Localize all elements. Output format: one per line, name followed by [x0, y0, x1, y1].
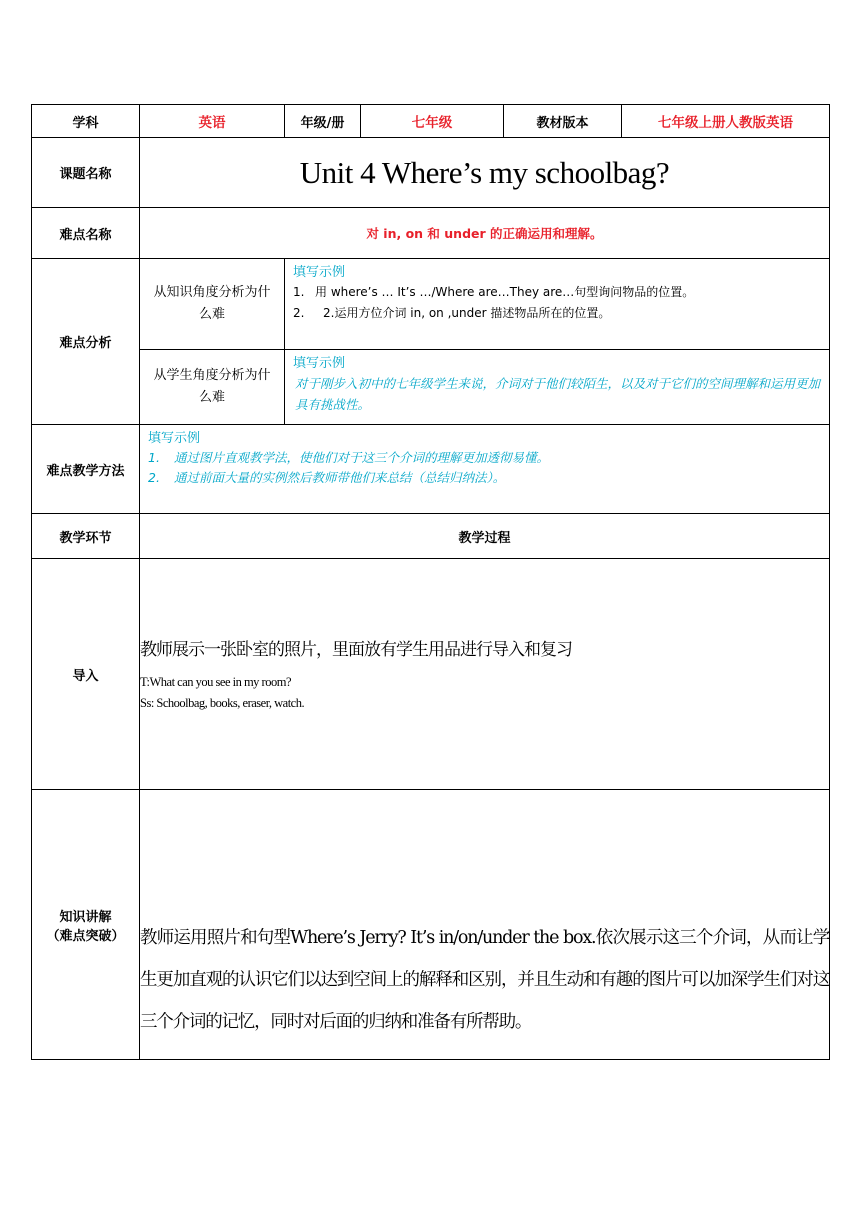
- lesson-label: 课题名称: [32, 138, 140, 208]
- stage-label: 教学环节: [32, 514, 140, 559]
- list-number: 2.: [148, 470, 160, 485]
- method-example-label: 填写示例: [148, 431, 201, 446]
- grade-label: 年级/册: [285, 105, 361, 138]
- intro-row: [32, 559, 830, 790]
- method-content: [140, 425, 830, 514]
- process-label: 教学过程: [140, 514, 830, 559]
- lesson-title: Unit 4 Where’s my schoolbag?: [140, 138, 830, 208]
- list-number: 1.: [148, 450, 160, 465]
- method-row: [32, 425, 830, 514]
- knowledge-angle-text: 从知识角度分析为什么难: [153, 285, 271, 322]
- intro-answer: Ss: Schoolbag, books, eraser, watch.: [140, 695, 305, 710]
- student-analysis-text: 对于刚步入初中的七年级学生来说，介词对于他们较陌生，以及对于它们的空间理解和运用更加具有挑战性。: [295, 376, 821, 412]
- method-label: 难点教学方法: [32, 425, 140, 514]
- process-header-row: [32, 514, 830, 559]
- knowledge-angle-content: [285, 259, 830, 350]
- difficulty-row: [32, 208, 830, 259]
- lesson-title-row: [32, 138, 830, 208]
- list-text: 用 where’s … It’s …/Where are…They are…句型询问物品的位置。: [315, 285, 695, 299]
- subject-label: 学科: [32, 105, 140, 138]
- knowledge-label-line2: （难点突破）: [46, 928, 125, 944]
- intro-content: [140, 559, 830, 790]
- knowledge-content: [140, 790, 830, 1060]
- knowledge-label: [32, 790, 140, 1060]
- subject-value: 英语: [140, 105, 285, 138]
- list-number: 1.: [293, 285, 305, 299]
- list-text: 通过图片直观教学法，使他们对于这三个介词的理解更加透彻易懂。: [174, 450, 550, 465]
- intro-question: T:What can you see in my room?: [140, 674, 291, 689]
- difficulty-value: 对 in, on 和 under 的正确运用和理解。: [140, 208, 830, 259]
- student-angle-content: [285, 350, 830, 425]
- knowledge-list: [285, 282, 829, 324]
- edition-value: 七年级上册人教版英语: [622, 105, 830, 138]
- method-item: [140, 448, 829, 468]
- list-text: 2.运用方位介词 in, on ,under 描述物品所在的位置。: [323, 306, 611, 320]
- knowledge-row: [32, 790, 830, 1060]
- analysis-label: 难点分析: [32, 259, 140, 425]
- list-number: 2.: [293, 306, 305, 320]
- intro-label: 导入: [32, 559, 140, 790]
- knowledge-label-line1: 知识讲解: [59, 909, 112, 925]
- header-row: [32, 105, 830, 138]
- knowledge-text: 教师运用照片和句型Where’s Jerry? It’s in/on/under the box.依次展示这三个介词，从而让学生更加直观的认识它们以达到空间上的解释和区别，并且生动和有趣的图片可以加深学生们对这三个介词的记忆，同时对后面的归纳和准备有所帮助。: [140, 928, 829, 1032]
- edition-label: 教材版本: [504, 105, 622, 138]
- list-text: 通过前面大量的实例然后教师带他们来总结（总结归纳法）。: [174, 470, 506, 485]
- student-angle-label: [140, 350, 285, 425]
- list-item: [293, 303, 821, 324]
- knowledge-angle-label: [140, 259, 285, 350]
- difficulty-label: 难点名称: [32, 208, 140, 259]
- knowledge-example-label: 填写示例: [293, 265, 346, 280]
- analysis-knowledge-row: [32, 259, 830, 350]
- lesson-plan-table: [31, 104, 830, 1060]
- list-item: [293, 282, 821, 303]
- student-example-label: 填写示例: [293, 356, 346, 371]
- student-angle-text: 从学生角度分析为什么难: [153, 368, 271, 405]
- grade-value: 七年级: [361, 105, 504, 138]
- method-item: [140, 468, 829, 488]
- analysis-student-row: [32, 350, 830, 425]
- intro-main-text: 教师展示一张卧室的照片，里面放有学生用品进行导入和复习: [140, 639, 572, 660]
